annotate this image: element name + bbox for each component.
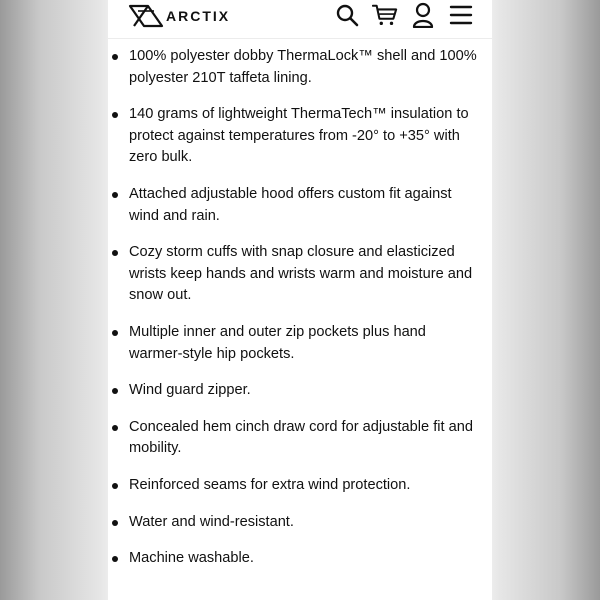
list-item bbox=[108, 184, 478, 227]
list-item bbox=[108, 512, 478, 534]
bullet-icon bbox=[112, 483, 118, 489]
feature-text: Reinforced seams for extra wind protection. bbox=[129, 476, 411, 493]
feature-text: Wind guard zipper. bbox=[129, 382, 251, 399]
list-item bbox=[108, 242, 478, 307]
header-actions bbox=[334, 2, 474, 28]
feature-text: Water and wind-resistant. bbox=[129, 513, 294, 530]
bullet-icon bbox=[112, 192, 118, 198]
list-item bbox=[108, 46, 478, 89]
list-item bbox=[108, 322, 478, 365]
cart-icon bbox=[372, 3, 398, 27]
brand-name: ARCTIX bbox=[166, 8, 231, 24]
feature-text: 140 grams of lightweight ThermaTech™ insulation to protect against temperatures from -20° to +35° with zero bulk. bbox=[129, 106, 469, 166]
list-item bbox=[108, 548, 478, 570]
list-item bbox=[108, 417, 478, 460]
bullet-icon bbox=[112, 250, 118, 256]
cart-button[interactable] bbox=[372, 2, 398, 28]
bullet-icon bbox=[112, 388, 118, 394]
product-details bbox=[108, 46, 492, 585]
feature-text: 100% polyester dobby ThermaLock™ shell and 100% polyester 210T taffeta lining. bbox=[129, 48, 477, 86]
feature-text: Concealed hem cinch draw cord for adjustable fit and mobility. bbox=[129, 418, 473, 457]
list-item bbox=[108, 104, 478, 169]
account-button[interactable] bbox=[410, 2, 436, 28]
feature-text: Cozy storm cuffs with snap closure and elasticized wrists keep hands and wrists warm and moisture and snow out. bbox=[129, 244, 473, 304]
menu-button[interactable] bbox=[448, 2, 474, 28]
arctix-logo-icon bbox=[128, 2, 164, 30]
mobile-page bbox=[108, 0, 492, 600]
feature-list bbox=[108, 46, 492, 570]
bullet-icon bbox=[112, 54, 118, 60]
bullet-icon bbox=[112, 425, 118, 431]
search-button[interactable] bbox=[334, 2, 360, 28]
list-item bbox=[108, 380, 478, 402]
bullet-icon bbox=[112, 556, 118, 562]
brand-logo[interactable] bbox=[128, 2, 230, 30]
bullet-icon bbox=[112, 330, 118, 336]
search-icon bbox=[335, 3, 359, 27]
bullet-icon bbox=[112, 112, 118, 118]
feature-text: Attached adjustable hood offers custom fit against wind and rain. bbox=[129, 185, 452, 224]
bullet-icon bbox=[112, 520, 118, 526]
account-icon bbox=[412, 2, 434, 28]
feature-text: Machine washable. bbox=[129, 550, 254, 567]
site-header bbox=[108, 0, 492, 39]
list-item bbox=[108, 475, 478, 497]
background-blur-right bbox=[492, 0, 600, 600]
menu-icon bbox=[449, 4, 473, 26]
feature-text: Multiple inner and outer zip pockets plus hand warmer-style hip pockets. bbox=[129, 323, 426, 362]
